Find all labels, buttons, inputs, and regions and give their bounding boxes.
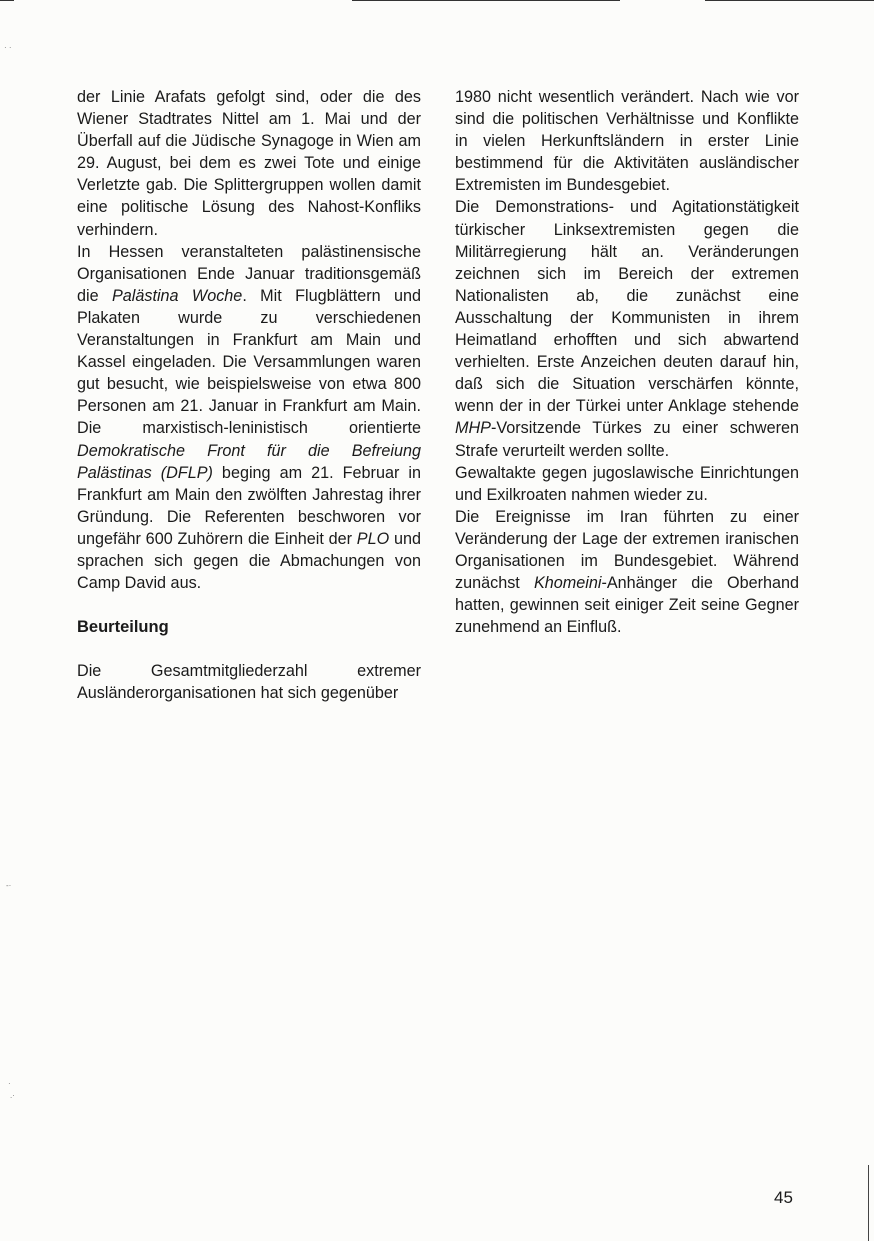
paragraph: Gewaltakte gegen jugoslawische Einrichtungen und Exilkroaten nahmen wieder zu. [455,463,799,504]
paragraph: der Linie Arafats gefolgt sind, oder die des Wiener Stadtrates Nittel am 1. Mai und der Überfall auf die Jüdische Synagoge in Wien am 29. August, bei dem es zwei Tote und einige Verletzte gab. Die Splittergruppen wollen damit eine politische Lösung des Nahost-Konfliks verhindern. [77,88,421,239]
italic-term: Palästina Woche [111,286,243,305]
paragraph: Die Gesamtmitgliederzahl extremer Ausländerorganisationen hat sich gegenüber [77,662,421,703]
italic-term: Khomeini [533,574,602,593]
left-column [77,86,421,704]
italic-term: MHP [455,419,491,438]
scan-speck: .· [10,1091,15,1100]
page-number: 45 [774,1188,793,1207]
right-edge-line [868,1165,869,1241]
top-rule-center [352,0,620,1]
italic-term: PLO [356,529,390,548]
scan-speck: · · [4,43,12,52]
paragraph: Die Ereignisse im Iran führten zu einer Veränderung der Lage der extremen iranischen Organisationen im Bundesgebiet. Während zunächst Khomeini-Anhänger die Oberhand hatten, gewinnen seit einiger Zeit seine Gegner zunehmend an Einfluß. [455,507,799,637]
paragraph: Die Demonstrations- und Agitationstätigkeit türkischer Linksextremisten gegen die Militärregierung hält an. Veränderungen zeichnen sich im Bereich der extremen Nationalisten ab, die zunächst eine Ausschaltung der Kommunisten in ihrem Heimatland erhofften und sich abwartend verhielten. Erste Anzeichen deuten darauf hin, daß sich die Situation verschärfen könnte, wenn der in der Türkei unter Anklage stehende MHP-Vorsitzende Türkes zu einer schweren Strafe verurteilt werden sollte. [455,198,799,460]
right-column [455,86,799,638]
paragraph: 1980 nicht wesentlich verändert. Nach wie vor sind die politischen Verhältnisse und Konflikte in vielen Herkunftsländern in erster Linie bestimmend für die Aktivitäten ausländischer Extremisten im Bundesgebiet. [455,88,799,195]
paragraph: In Hessen veranstalteten palästinensische Organisationen Ende Januar traditionsgemäß die Palästina Woche. Mit Flugblättern und Plakaten wurde zu verschiedenen Veranstaltungen in Frankfurt am Main und Kassel eingeladen. Die Versammlungen waren gut besucht, wie beispielsweise von etwa 800 Personen am 21. Januar in Frankfurt am Main. Die marxistisch-leninistisch orientierte Demokratische Front für die Befreiung Palästinas (DFLP) beging am 21. Februar in Frankfurt am Main den zwölften Jahrestag ihrer Gründung. Die Referenten beschworen vor ungefähr 600 Zuhörern die Einheit der PLO und sprachen sich gegen die Abmachungen von Camp David aus. [77,242,421,593]
italic-term: Demokratische Front für die Befreiung Palästinas (DFLP) [77,441,421,482]
top-rule-left [0,0,14,1]
top-rule-right [705,0,874,1]
section-heading: Beurteilung [77,618,169,637]
scan-speck: -· [6,881,12,890]
scan-speck: · [8,1079,11,1088]
